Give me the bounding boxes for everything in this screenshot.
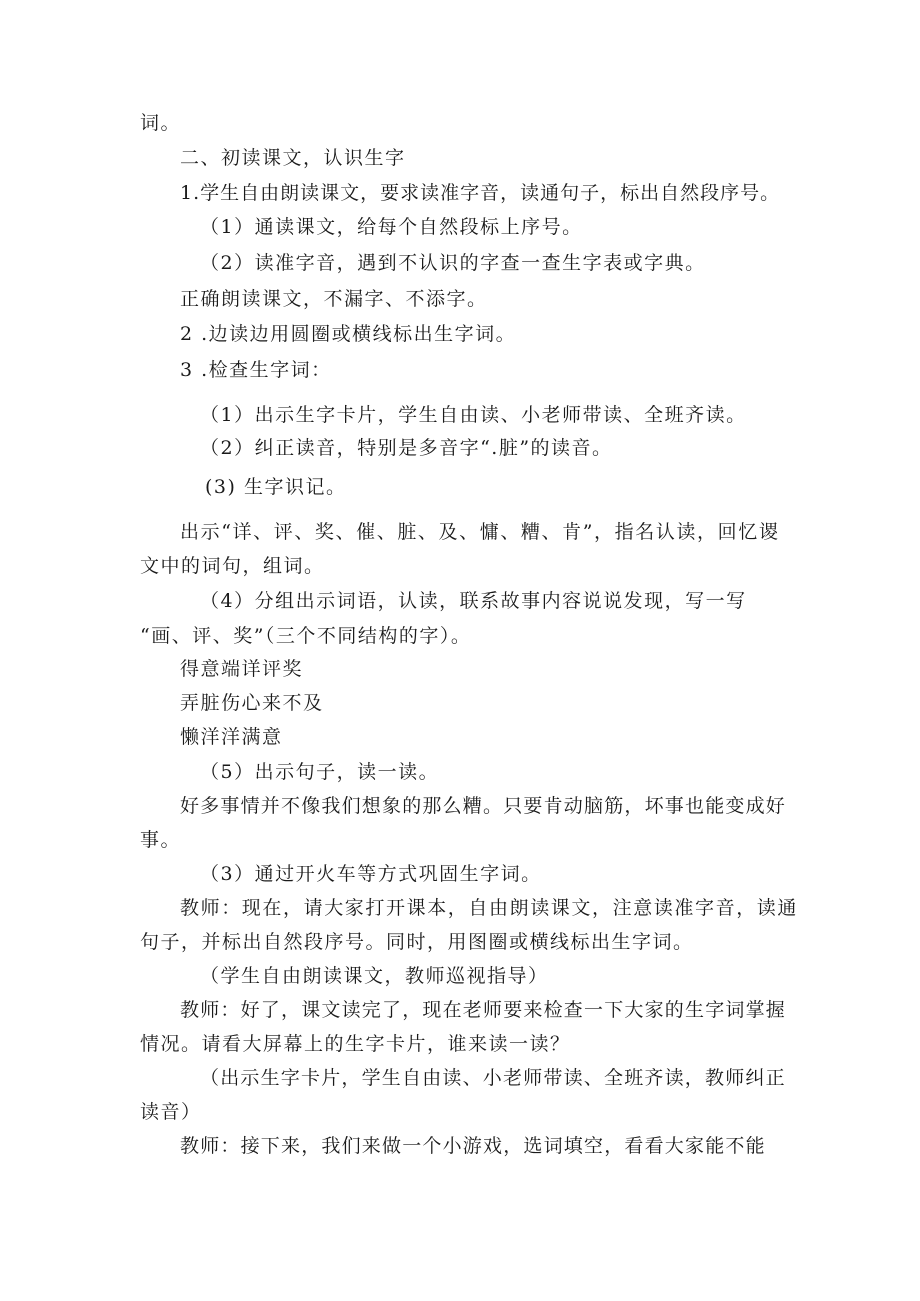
text-line: 正确朗读课文，不漏字、不添字。 <box>180 288 488 310</box>
text-line: 读音） <box>140 1101 202 1123</box>
text-line: 情况。请看大屏幕上的生字卡片，谁来读一读？ <box>140 1033 571 1055</box>
text-line: （2）读准字音，遇到不认识的字查一查生字表或字典。 <box>200 252 706 274</box>
text-line: （出示生字卡片，学生自由读、小老师带读、全班齐读，教师纠正 <box>200 1067 786 1089</box>
text-line: （3）通过开火车等方式巩固生字词。 <box>200 863 542 885</box>
text-line: 好多事情并不像我们想象的那么糟。只要肯动脑筋，坏事也能变成好 <box>180 795 787 817</box>
text-line: (3) 生字识记。 <box>205 476 347 498</box>
text-line: 2 .边读边用圆圈或横线标出生字词。 <box>180 323 517 345</box>
text-line: 教师：现在，请大家打开课本，自由朗读课文，注意读准字音，读通 <box>180 897 799 919</box>
text-line: 出示“详、评、奖、催、脏、及、慵、糟、肯”，指名认读，回忆谡 <box>180 521 780 543</box>
text-line: （学生自由朗读课文，教师巡视指导） <box>200 965 549 987</box>
text-line: （5）出示句子，读一读。 <box>200 761 440 783</box>
text-line: （1）出示生字卡片，学生自由读、小老师带读、全班齐读。 <box>200 404 747 426</box>
text-line: 3 .检查生字词： <box>180 359 332 381</box>
text-line: （4）分组出示词语，认读，联系故事内容说说发现，写一写 <box>200 590 747 612</box>
text-line: 得意端详评奖 <box>180 658 304 680</box>
text-line: 1.学生自由朗读课文，要求读准字音，读通句子，标出自然段序号。 <box>180 182 781 204</box>
section-heading: 二、初读课文，认识生字 <box>180 147 406 169</box>
text-line: 句子，并标出自然段序号。同时，用图圈或横线标出生字词。 <box>140 931 694 953</box>
text-line: （2）纠正读音，特别是多音字“.脏”的读音。 <box>200 437 613 459</box>
text-line: “画、评、奖”（三个不同结构的字）。 <box>140 625 472 647</box>
text-line: 懒洋洋满意 <box>180 726 283 748</box>
text-line: 教师：接下来，我们来做一个小游戏，选词填空，看看大家能不能 <box>180 1135 766 1157</box>
text-line: 弄脏伤心来不及 <box>180 692 324 714</box>
text-line: （1）通读课文，给每个自然段标上序号。 <box>200 216 583 238</box>
text-line: 文中的词句，组词。 <box>140 555 325 577</box>
text-line: 教师：好了，课文读完了，现在老师要来检查一下大家的生字词掌握 <box>180 999 787 1021</box>
text-line: 事。 <box>140 829 182 851</box>
text-line: 词。 <box>140 112 182 134</box>
